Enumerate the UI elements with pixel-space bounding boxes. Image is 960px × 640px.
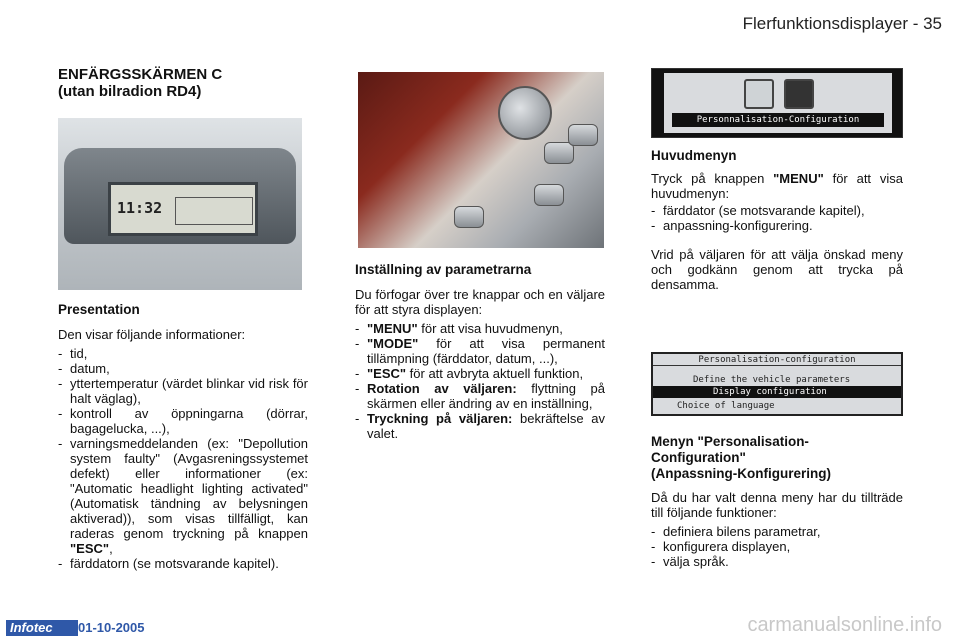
personalisation-list — [651, 524, 903, 569]
list-item — [58, 436, 308, 556]
infotec-logo: Infotec — [6, 620, 78, 636]
title-line: Menyn "Personalisation- — [651, 434, 809, 449]
main-menu-paragraph: Vrid på väljaren för att välja önskad meny och godkänn genom att trycka på densamma. — [651, 247, 903, 292]
list-item: - färddator (se motsvarande kapitel), — [651, 203, 903, 218]
list-item: - datum, — [58, 361, 308, 376]
parameters-list — [355, 321, 605, 441]
main-menu-section — [651, 148, 903, 292]
main-menu-title: Huvudmenyn — [651, 148, 737, 163]
trip-computer-icon — [744, 79, 774, 109]
pers-screen-row: Choice of language — [677, 401, 775, 411]
personalisation-screen-image — [651, 352, 903, 416]
menu-keyword: "MENU" — [773, 171, 824, 186]
presentation-title: Presentation — [58, 302, 140, 317]
heading-line-2: (utan bilradion RD4) — [58, 83, 202, 100]
list-item: - anpassning-konfigurering. — [651, 218, 903, 233]
list-item-keyword: "ESC" — [367, 366, 407, 381]
page-header: Flerfunktionsdisplayer - 35 — [742, 14, 942, 33]
console-buttons-image — [358, 72, 604, 248]
list-item — [355, 366, 605, 381]
list-item: - definiera bilens parametrar, — [651, 524, 903, 539]
title-line: Configuration" — [651, 450, 746, 465]
footer-date: 01-10-2005 — [78, 620, 145, 635]
list-item-keyword: "MODE" — [367, 336, 419, 351]
list-item-text: för att visa permanent tillämpning (färddator, datum, ...), — [367, 336, 605, 366]
list-item — [355, 411, 605, 441]
list-item — [355, 381, 605, 411]
personalisation-intro: Då du har valt denna meny har du tillträde till följande funktioner: — [651, 490, 903, 520]
main-menu-screen-image — [651, 68, 903, 138]
heading-line-1: ENFÄRGSSKÄRMEN C — [58, 66, 223, 83]
list-item — [355, 336, 605, 366]
parameters-section — [355, 262, 605, 441]
presentation-intro: Den visar följande informationer: — [58, 327, 246, 342]
list-item-keyword: Rotation av väljaren: — [367, 381, 517, 396]
list-item: - yttertemperatur (värdet blinkar vid risk för halt väglag), — [58, 376, 308, 406]
list-item: - färddatorn (se motsvarande kapitel). — [58, 556, 308, 571]
title-line: (Anpassning-Konfigurering) — [651, 466, 831, 481]
esc-keyword: "ESC" — [70, 541, 110, 556]
watermark: carmanualsonline.info — [747, 614, 942, 636]
console-button — [454, 206, 484, 228]
parameters-intro: Du förfogar över tre knappar och en väljare för att styra displayen: — [355, 287, 605, 317]
console-button — [534, 184, 564, 206]
presentation-section — [58, 302, 308, 571]
settings-sliders-icon — [784, 79, 814, 109]
pers-screen-row-selected: Display configuration — [653, 386, 901, 398]
list-item: - tid, — [58, 346, 308, 361]
column-left — [58, 66, 308, 100]
list-item-text: flyttning på skärmen eller ändring av en inställning, — [367, 381, 605, 411]
main-menu-intro — [651, 171, 903, 201]
dashboard-display-image — [58, 118, 302, 290]
parameters-title: Inställning av parametrarna — [355, 262, 532, 277]
section-heading — [58, 66, 308, 100]
list-item: - konfigurera displayen, — [651, 539, 903, 554]
list-item-text: för att visa huvudmenyn, — [417, 321, 563, 336]
list-item-suffix: , — [109, 541, 113, 556]
list-item-text: för att avbryta aktuell funktion, — [406, 366, 584, 381]
list-item-keyword: Tryckning på väljaren: — [367, 411, 513, 426]
personalisation-title — [651, 434, 903, 482]
pers-screen-title: Personalisation-configuration — [653, 354, 901, 366]
list-item-text: varningsmeddelanden (ex: "Depollution system faulty" (Avgasreningssystemet defekt) eller informationer (ex: "Automatic headlight lighting activated" (Automatisk tändning av belysningen aktiverad)), som visas tillfälligt, kan raderas genom tryckning på knappen — [70, 436, 308, 541]
console-button — [568, 124, 598, 146]
main-menu-list — [651, 203, 903, 233]
selector-knob — [498, 86, 552, 140]
menu-screen — [664, 73, 892, 133]
display-cells — [175, 197, 253, 225]
intro-text: för att visa huvudmenyn: — [651, 171, 904, 201]
menu-screen-bar: Personnalisation-Configuration — [672, 113, 884, 127]
display-time: 11:32 — [117, 199, 163, 217]
intro-text: Tryck på knappen — [651, 171, 774, 186]
console-button — [544, 142, 574, 164]
list-item-text: bekräftelse av valet. — [367, 411, 606, 441]
presentation-list — [58, 346, 308, 571]
list-item: - kontroll av öppningarna (dörrar, bagagelucka, ...), — [58, 406, 308, 436]
list-item: - välja språk. — [651, 554, 903, 569]
pers-screen-row: Define the vehicle parameters — [693, 375, 851, 385]
display-screen — [108, 182, 258, 236]
personalisation-section — [651, 434, 903, 569]
list-item-keyword: "MENU" — [367, 321, 418, 336]
list-item — [355, 321, 605, 336]
